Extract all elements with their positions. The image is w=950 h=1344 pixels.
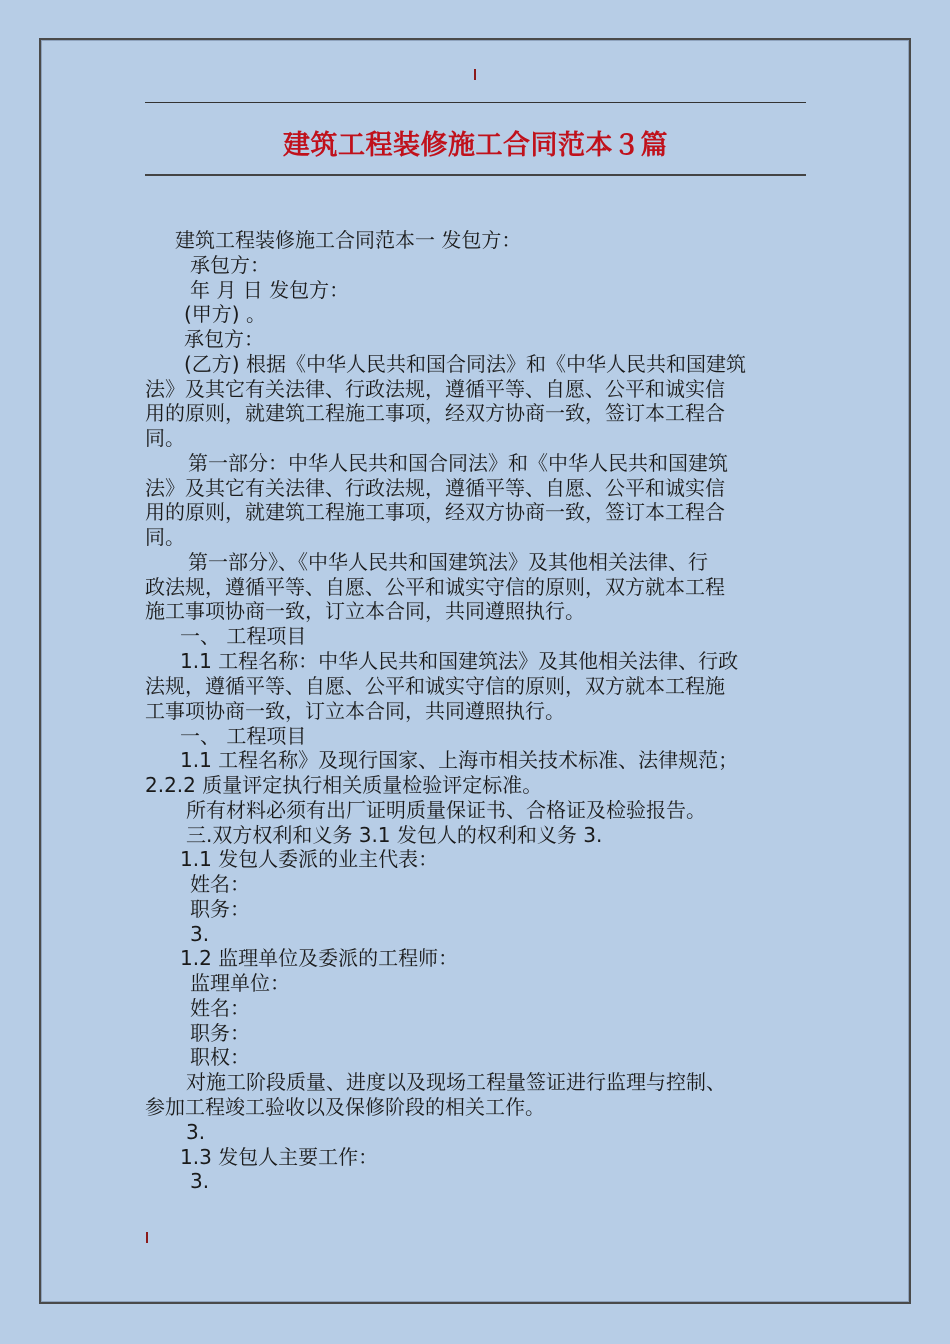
body-line: 用的原则，就建筑工程施工事项，经双方协商一致，签订本工程合 — [145, 401, 725, 425]
field-label: 姓名： — [190, 872, 250, 896]
body-line: 2.2.2 质量评定执行相关质量检验评定标准。 — [145, 773, 543, 797]
body-line: 同。 — [145, 426, 185, 450]
body-line: 法规，遵循平等、自愿、公平和诚实守信的原则，双方就本工程施 — [145, 674, 725, 698]
header-marker — [474, 69, 476, 80]
body-line: 所有材料必须有出厂证明质量保证书、合格证及检验报告。 — [186, 798, 706, 822]
footer-marker — [146, 1232, 148, 1243]
body-line: 3. — [190, 922, 210, 946]
body-line: 对施工阶段质量、进度以及现场工程量签证进行监理与控制、 — [186, 1070, 726, 1094]
body-line: 3. — [190, 1169, 210, 1193]
body-line: 1.3 发包人主要工作： — [180, 1145, 379, 1169]
body-line: 1.1 工程名称：中华人民共和国建筑法》及其他相关法律、行政 — [180, 649, 739, 673]
field-label: 监理单位： — [190, 971, 290, 995]
field-label: 姓名： — [190, 996, 250, 1020]
body-line: 法》及其它有关法律、行政法规，遵循平等、自愿、公平和诚实信 — [145, 377, 725, 401]
field-label: 职务： — [190, 897, 250, 921]
section-heading: 一、 工程项目 — [180, 724, 307, 748]
header-rule — [145, 102, 806, 103]
body-line: 同。 — [145, 525, 185, 549]
body-line: 3. — [186, 1120, 206, 1144]
body-line: 承包方： — [190, 253, 270, 277]
section-heading: 三.双方权利和义务 3.1 发包人的权利和义务 3. — [186, 823, 603, 847]
document-title: 建筑工程装修施工合同范本３篇 — [283, 130, 668, 161]
body-line: 用的原则，就建筑工程施工事项，经双方协商一致，签订本工程合 — [145, 500, 725, 524]
body-line: 法》及其它有关法律、行政法规，遵循平等、自愿、公平和诚实信 — [145, 476, 725, 500]
title-rule — [145, 174, 806, 176]
body-line: 1.2 监理单位及委派的工程师： — [180, 946, 459, 970]
body-line: 施工事项协商一致，订立本合同，共同遵照执行。 — [145, 599, 585, 623]
body-line: 年 月 日 发包方： — [190, 278, 350, 302]
body-line: 建筑工程装修施工合同范本一 发包方： — [175, 228, 522, 252]
body-line: 第一部分》、《中华人民共和国建筑法》及其他相关法律、行 — [188, 550, 708, 574]
body-line: (甲方) 。 — [184, 302, 266, 326]
body-line: 1.1 工程名称》及现行国家、上海市相关技术标准、法律规范； — [180, 748, 739, 772]
body-line: 第一部分：中华人民共和国合同法》和《中华人民共和国建筑 — [188, 451, 728, 475]
field-label: 职务： — [190, 1021, 250, 1045]
field-label: 职权： — [190, 1045, 250, 1069]
section-heading: 一、 工程项目 — [180, 624, 307, 648]
body-line: 参加工程竣工验收以及保修阶段的相关工作。 — [145, 1095, 545, 1119]
body-line: (乙方) 根据《中华人民共和国合同法》和《中华人民共和国建筑 — [184, 352, 746, 376]
body-line: 工事项协商一致，订立本合同，共同遵照执行。 — [145, 699, 565, 723]
body-line: 承包方： — [184, 327, 264, 351]
body-line: 1.1 发包人委派的业主代表： — [180, 847, 439, 871]
body-line: 政法规，遵循平等、自愿、公平和诚实守信的原则，双方就本工程 — [145, 575, 725, 599]
